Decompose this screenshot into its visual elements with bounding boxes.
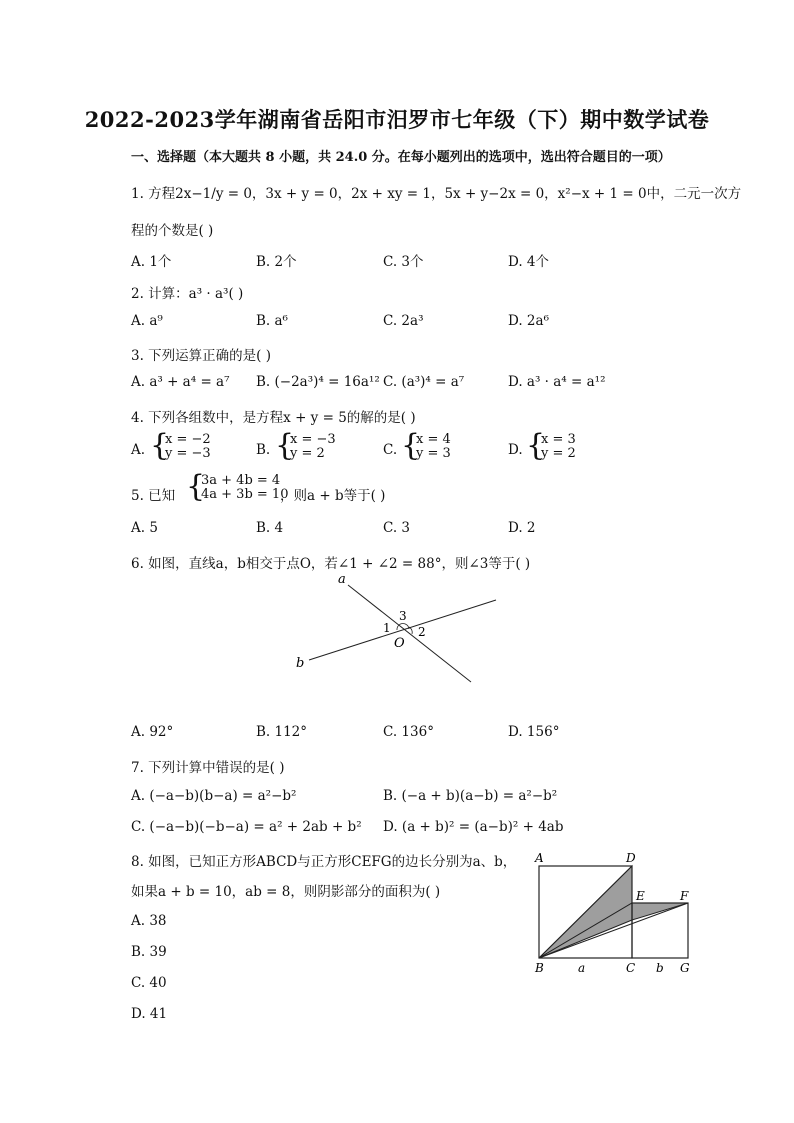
label-side-a: a [578, 961, 586, 975]
question-1-stem-cont: 程的个数是( ) [131, 223, 214, 239]
system-row: y = 2 [290, 446, 325, 461]
q8-option-b: B. 39 [131, 944, 167, 960]
label-o: O [394, 636, 405, 651]
q3-option-a: A. a³ + a⁴ = a⁷ [131, 374, 230, 390]
q5-option-c: C. 3 [383, 520, 411, 536]
q2-option-d: D. 2a⁶ [508, 313, 549, 329]
system-row: x = 3 [541, 432, 576, 447]
label-D: D [626, 851, 636, 865]
brace-icon: { [401, 428, 421, 463]
q5-option-d: D. 2 [508, 520, 536, 536]
label-angle-2: 2 [418, 625, 426, 639]
q6-option-b: B. 112° [256, 724, 308, 740]
q7-option-c: C. (−a−b)(−b−a) = a² + 2ab + b² [131, 819, 362, 835]
q2-option-b: B. a⁶ [256, 313, 288, 329]
q5-option-b: B. 4 [256, 520, 284, 536]
q3-option-b: B. (−2a³)⁴ = 16a¹² [256, 374, 380, 390]
label-b: b [296, 656, 305, 671]
system-row: y = 2 [541, 446, 576, 461]
label-C: C [626, 961, 636, 975]
system-row: y = 3 [416, 446, 451, 461]
q6-option-a: A. 92° [131, 724, 174, 740]
q8-option-a: A. 38 [131, 913, 167, 929]
label-A: A [535, 851, 544, 865]
q8-option-d: D. 41 [131, 1006, 168, 1022]
q7-option-a: A. (−a−b)(b−a) = a²−b² [131, 788, 297, 804]
question-8-stem: 8. 如图，已知正方形ABCD与正方形CEFG的边长分别为a、b， [131, 854, 517, 870]
q8-option-c: C. 40 [131, 975, 167, 991]
page-title: 2022-2023学年湖南省岳阳市汨罗市七年级（下）期中数学试卷 [84, 107, 710, 132]
q3-option-c: C. (a³)⁴ = a⁷ [383, 374, 465, 390]
label-angle-1: 1 [383, 621, 391, 635]
q6-option-d: D. 156° [508, 724, 560, 740]
q2-option-c: C. 2a³ [383, 313, 424, 329]
question-2-stem: 2. 计算：a³ · a³( ) [131, 286, 244, 302]
question-5-stem-prefix: 5. 已知 [131, 488, 176, 504]
q2-option-a: A. a⁹ [131, 313, 163, 329]
label-F: F [680, 889, 689, 903]
q7-option-d: D. (a + b)² = (a−b)² + 4ab [383, 819, 564, 835]
q7-option-b: B. (−a + b)(a−b) = a²−b² [383, 788, 558, 804]
brace-icon: { [275, 428, 295, 463]
system-row: 3a + 4b = 4 [201, 473, 281, 488]
label-side-b: b [656, 961, 664, 975]
section-heading: 一、选择题（本大题共 8 小题，共 24.0 分。在每小题列出的选项中，选出符合题目的一项） [131, 150, 671, 165]
q4-option-d-label: D. [508, 442, 523, 458]
question-7-stem: 7. 下列计算中错误的是( ) [131, 760, 285, 776]
label-E: E [636, 889, 645, 903]
q3-option-d: D. a³ · a⁴ = a¹² [508, 374, 606, 390]
question-4-stem: 4. 下列各组数中，是方程x + y = 5的解的是( ) [131, 410, 416, 426]
question-5-stem-suffix: ，则a + b等于( ) [280, 488, 386, 504]
q1-option-d: D. 4个 [508, 254, 550, 270]
q5-option-a: A. 5 [131, 520, 158, 536]
system-row: x = 4 [416, 432, 451, 447]
label-angle-3: 3 [399, 609, 407, 623]
question-3-stem: 3. 下列运算正确的是( ) [131, 348, 271, 364]
q1-option-c: C. 3个 [383, 254, 424, 270]
question-8-stem-cont: 如果a + b = 10，ab = 8，则阴影部分的面积为( ) [131, 884, 441, 900]
system-row: x = −3 [290, 432, 336, 447]
q1-option-b: B. 2个 [256, 254, 297, 270]
q6-option-c: C. 136° [383, 724, 434, 740]
question-1-stem: 1. 方程2x−1/y = 0，3x + y = 0，2x + xy = 1，5x + y−2x = 0，x²−x + 1 = 0中，二元一次方 [131, 186, 742, 202]
label-a: a [338, 572, 346, 587]
system-row: x = −2 [165, 432, 211, 447]
q4-option-b-label: B. [256, 442, 271, 458]
brace-icon: { [186, 469, 206, 504]
brace-icon: { [150, 428, 170, 463]
system-row: 4a + 3b = 10 [201, 487, 289, 502]
q1-option-a: A. 1个 [131, 254, 172, 270]
label-G: G [680, 961, 690, 975]
system-row: y = −3 [165, 446, 211, 461]
question-6-stem: 6. 如图，直线a，b相交于点O，若∠1 + ∠2 = 88°，则∠3等于( ) [131, 556, 531, 572]
q4-option-c-label: C. [383, 442, 398, 458]
q4-option-a-label: A. [131, 442, 146, 458]
label-B: B [535, 961, 544, 975]
brace-icon: { [526, 428, 546, 463]
